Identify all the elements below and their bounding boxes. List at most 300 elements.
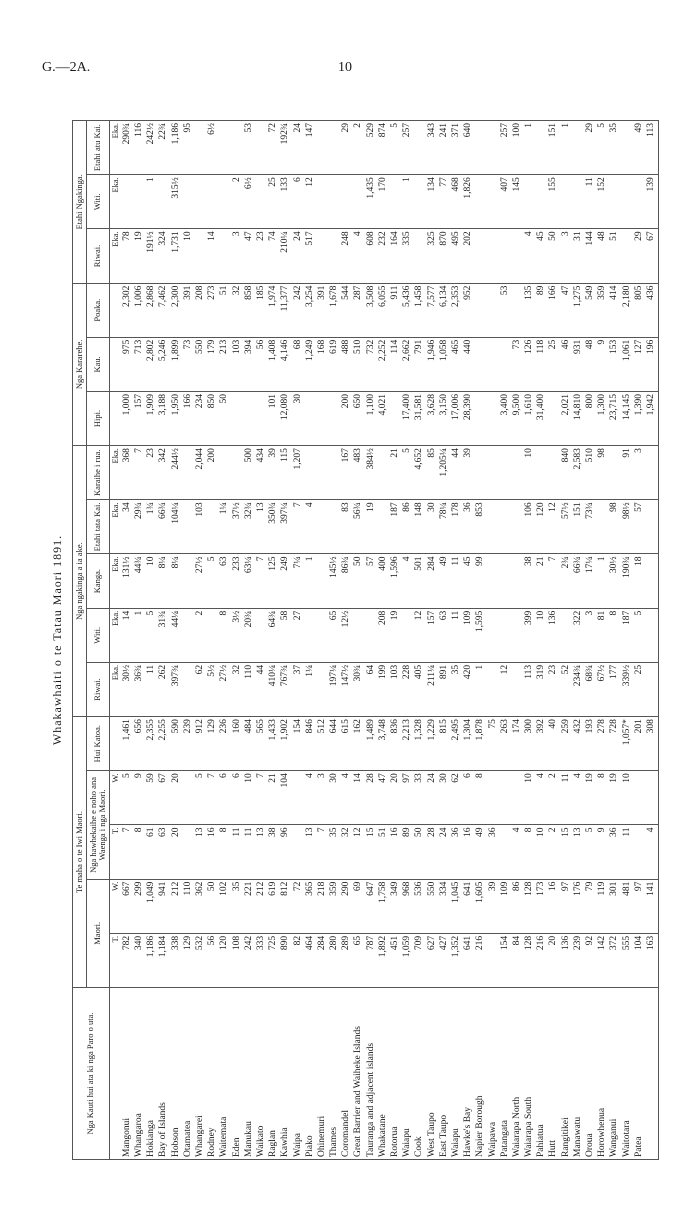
table-cell: 2,662 — [402, 337, 414, 391]
unit-cell — [109, 337, 122, 391]
table-cell: 234 — [195, 391, 207, 445]
table-cell: 13 — [256, 825, 268, 879]
table-cell: 16 — [207, 825, 219, 879]
table-cell: 656 — [134, 717, 146, 771]
table-cell — [487, 446, 499, 500]
table-cell — [366, 608, 378, 662]
table-cell: 9,500 — [512, 391, 524, 445]
table-cell: 12,080 — [280, 391, 292, 445]
district-name: Whakatane — [378, 988, 390, 1160]
table-cell: 2,495 — [451, 717, 463, 771]
table-cell: 4 — [305, 771, 317, 825]
table-cell: 97 — [561, 879, 573, 933]
table-cell — [548, 391, 560, 445]
table-cell: 14,810 — [573, 391, 585, 445]
table-cell: 30 — [292, 391, 304, 445]
table-cell: 56 — [207, 933, 219, 987]
table-cell — [609, 446, 621, 500]
table-cell — [500, 554, 512, 608]
table-cell: 1,461 — [122, 717, 134, 771]
table-cell — [646, 771, 659, 825]
table-cell: 47 — [244, 229, 256, 283]
table-cell: 9 — [134, 771, 146, 825]
table-cell: 144 — [585, 229, 597, 283]
district-name: Patangata — [500, 988, 512, 1160]
table-cell: 427 — [439, 933, 451, 987]
table-cell: 451 — [390, 933, 402, 987]
table-cell: 151 — [548, 121, 560, 175]
table-cell: 647 — [366, 879, 378, 933]
table-cell: 50 — [207, 879, 219, 933]
table-cell: 4 — [646, 825, 659, 879]
table-cell: 1,229 — [426, 717, 438, 771]
table-cell: 174 — [512, 717, 524, 771]
header-halfcaste: Nga hawhekaihe e noho ana Waenga i nga Maori. — [86, 771, 109, 879]
table-cell: 372 — [609, 933, 621, 987]
table-cell: 8 — [475, 771, 487, 825]
table-cell: 32 — [341, 825, 353, 879]
table-cell: 359 — [329, 879, 341, 933]
table-row — [426, 121, 438, 1160]
district-name: Napier Borough — [475, 988, 487, 1160]
table-cell: 28 — [426, 825, 438, 879]
table-cell: 1,006 — [134, 283, 146, 337]
table-cell: 1,596 — [390, 554, 402, 608]
table-cell: 91 — [621, 446, 633, 500]
table-cell: 7,462 — [158, 283, 170, 337]
table-cell: 338 — [171, 933, 183, 987]
table-cell: 1,950 — [171, 391, 183, 445]
table-cell: 805 — [634, 283, 646, 337]
table-cell: 109 — [463, 608, 475, 662]
table-cell — [292, 771, 304, 825]
table-cell: 16 — [463, 825, 475, 879]
unit-cell — [109, 391, 122, 445]
header-witi-2: Witi. — [86, 175, 109, 229]
table-cell: 179 — [207, 337, 219, 391]
table-cell: 397¼ — [280, 500, 292, 554]
table-cell — [512, 554, 524, 608]
table-cell: 50 — [548, 229, 560, 283]
unit-cell: Eka. — [109, 500, 122, 554]
table-cell: 249 — [280, 554, 292, 608]
table-cell: 420 — [463, 662, 475, 716]
table-cell: 38 — [524, 554, 536, 608]
table-cell: 6 — [292, 175, 304, 229]
table-cell: 12 — [305, 175, 317, 229]
table-cell: 644 — [329, 717, 341, 771]
table-cell: 24 — [292, 121, 304, 175]
table-cell: 8 — [609, 608, 621, 662]
table-cell: 1 — [146, 175, 158, 229]
table-cell: 162 — [353, 717, 365, 771]
table-cell: 259 — [561, 717, 573, 771]
table-cell: 51 — [219, 283, 231, 337]
table-cell: 11 — [146, 662, 158, 716]
table-cell: 103 — [231, 337, 243, 391]
table-cell: 208 — [195, 283, 207, 337]
table-cell: 549 — [585, 283, 597, 337]
table-cell: 160 — [231, 717, 243, 771]
table-cell: 114 — [390, 337, 402, 391]
table-cell: 25 — [548, 337, 560, 391]
table-cell — [512, 283, 524, 337]
unit-cell: T. — [109, 933, 122, 987]
table-cell: 4 — [512, 825, 524, 879]
table-cell: 10 — [183, 229, 195, 283]
table-cell: 325 — [426, 229, 438, 283]
table-cell: 126 — [524, 337, 536, 391]
table-cell — [646, 554, 659, 608]
district-name — [646, 988, 659, 1160]
table-row — [305, 121, 317, 1160]
table-cell: 177 — [609, 662, 621, 716]
table-cell: 440 — [463, 337, 475, 391]
district-name: Otamatea — [183, 988, 195, 1160]
table-cell: 31 — [573, 229, 585, 283]
table-cell: 16 — [548, 879, 560, 933]
table-cell: 6,055 — [378, 283, 390, 337]
table-cell: 136 — [548, 608, 560, 662]
table-cell — [183, 825, 195, 879]
district-name: Horowhenua — [597, 988, 609, 1160]
table-cell: 232 — [378, 229, 390, 283]
table-cell: 31,581 — [414, 391, 426, 445]
table-cell: 62 — [451, 771, 463, 825]
table-cell: 339½ — [621, 662, 633, 716]
table-cell: 191½ — [146, 229, 158, 283]
table-cell: 9 — [597, 825, 609, 879]
table-cell: 11 — [451, 554, 463, 608]
table-cell: 19 — [366, 500, 378, 554]
district-name: Kawhia — [280, 988, 292, 1160]
table-cell: 208 — [378, 608, 390, 662]
table-cell — [207, 500, 219, 554]
district-name: Whangaroa — [134, 988, 146, 1160]
table-cell — [219, 446, 231, 500]
table-cell: 20 — [171, 771, 183, 825]
district-name: Hawke's Bay — [463, 988, 475, 1160]
table-row — [158, 121, 170, 1160]
header-group-cultivation: Nga ngakinga a ia ake. — [73, 446, 87, 717]
table-cell: 17¼ — [585, 554, 597, 608]
table-cell: 49 — [439, 554, 451, 608]
table-cell: 1,058 — [439, 337, 451, 391]
table-cell — [512, 229, 524, 283]
table-cell: 115 — [280, 446, 292, 500]
table-cell: 299 — [134, 879, 146, 933]
table-cell: 3 — [585, 608, 597, 662]
table-cell: 12 — [548, 500, 560, 554]
district-name: Cook — [414, 988, 426, 1160]
table-cell: 1,731 — [171, 229, 183, 283]
district-name: Tauranga and adjacent islands — [366, 988, 378, 1160]
table-cell: 221 — [244, 879, 256, 933]
district-name: Manawatu — [573, 988, 585, 1160]
table-cell: 968 — [402, 879, 414, 933]
table-cell — [487, 283, 499, 337]
table-row — [621, 121, 633, 1160]
table-cell: 8 — [219, 825, 231, 879]
table-row — [512, 121, 524, 1160]
table-cell — [158, 175, 170, 229]
table-cell: 19 — [390, 608, 402, 662]
table-cell: 8 — [597, 771, 609, 825]
table-cell: 128 — [524, 933, 536, 987]
table-cell: 67½ — [597, 662, 609, 716]
table-row — [292, 121, 304, 1160]
table-cell — [183, 500, 195, 554]
table-cell: 63¼ — [244, 554, 256, 608]
table-cell — [341, 175, 353, 229]
district-name: Oroua — [585, 988, 597, 1160]
table-row — [475, 121, 487, 1160]
unit-cell: T. — [109, 825, 122, 879]
table-cell — [475, 283, 487, 337]
table-row — [195, 121, 207, 1160]
district-name: Hobson — [171, 988, 183, 1160]
table-cell: 1¼ — [305, 662, 317, 716]
table-cell — [512, 446, 524, 500]
district-name: Waiapu — [451, 988, 463, 1160]
district-name: Waipa — [292, 988, 304, 1160]
header-riwai: Riwai. — [86, 662, 109, 716]
table-cell: 394 — [244, 337, 256, 391]
table-cell: 410¼ — [268, 662, 280, 716]
table-cell: 7¼ — [292, 554, 304, 608]
table-cell: 1,205¼ — [439, 446, 451, 500]
table-cell: 72 — [292, 879, 304, 933]
table-cell: 315½ — [171, 175, 183, 229]
table-cell: 113 — [646, 121, 659, 175]
table-row — [487, 121, 499, 1160]
table-cell: 13 — [305, 825, 317, 879]
table-cell: 362 — [195, 879, 207, 933]
table-cell: 51 — [609, 229, 621, 283]
table-cell: 290 — [341, 879, 353, 933]
page-number: 10 — [338, 60, 352, 75]
table-row — [231, 121, 243, 1160]
table-cell: 501 — [414, 554, 426, 608]
table-cell — [621, 175, 633, 229]
table-cell: 63 — [158, 825, 170, 879]
table-cell: 31,400 — [536, 391, 548, 445]
table-cell: 164 — [390, 229, 402, 283]
table-cell: 1,899 — [171, 337, 183, 391]
table-cell: 53 — [244, 121, 256, 175]
table-cell: 800 — [585, 391, 597, 445]
table-cell: 18 — [634, 554, 646, 608]
table-cell — [183, 175, 195, 229]
table-cell: 931 — [573, 337, 585, 391]
table-cell: 57 — [366, 554, 378, 608]
table-cell: 391 — [317, 283, 329, 337]
table-cell: 31¾ — [158, 608, 170, 662]
table-cell: 619 — [268, 879, 280, 933]
district-name: Piako — [305, 988, 317, 1160]
table-cell: 975 — [122, 337, 134, 391]
table-cell: 414 — [609, 283, 621, 337]
header-group-livestock: Nga Kararehe. — [73, 283, 87, 446]
table-cell: 257 — [402, 121, 414, 175]
table-cell: 51 — [378, 825, 390, 879]
table-cell: 11 — [244, 825, 256, 879]
table-cell: 63 — [219, 554, 231, 608]
table-cell: 263 — [500, 717, 512, 771]
table-cell: 32 — [231, 283, 243, 337]
header-witi: Witi. — [86, 608, 109, 662]
table-cell — [329, 121, 341, 175]
table-cell: 7 — [317, 825, 329, 879]
table-cell: 39 — [268, 446, 280, 500]
table-cell: 157 — [134, 391, 146, 445]
table-cell — [621, 229, 633, 283]
table-cell: 145½ — [329, 554, 341, 608]
table-cell: 2,213 — [402, 717, 414, 771]
table-cell: 3 — [317, 771, 329, 825]
table-cell: 335 — [402, 229, 414, 283]
table-cell: 34 — [122, 500, 134, 554]
table-cell: 56 — [256, 337, 268, 391]
table-cell: 86 — [402, 500, 414, 554]
table-cell: 25 — [634, 662, 646, 716]
table-cell: 641 — [463, 933, 475, 987]
table-cell: 1,610 — [524, 391, 536, 445]
table-cell: 57½ — [561, 500, 573, 554]
table-cell: 5 — [207, 554, 219, 608]
table-row — [634, 121, 646, 1160]
header-hipi: Hipi. — [86, 391, 109, 445]
table-cell: 1,878 — [475, 717, 487, 771]
table-cell: 5,246 — [158, 337, 170, 391]
table-cell: 5 — [122, 771, 134, 825]
table-cell — [305, 608, 317, 662]
unit-cell: W. — [109, 771, 122, 825]
table-cell: 350¾ — [268, 500, 280, 554]
unit-cell: W. — [109, 879, 122, 933]
table-cell: 619 — [329, 337, 341, 391]
table-cell: 3,400 — [500, 391, 512, 445]
district-name: Waiarapa South — [524, 988, 536, 1160]
table-cell: 2¾ — [561, 554, 573, 608]
table-cell — [231, 446, 243, 500]
table-cell — [475, 229, 487, 283]
table-cell: 45 — [463, 554, 475, 608]
table-cell: 129 — [183, 933, 195, 987]
table-row — [353, 121, 365, 1160]
table-cell: 213 — [219, 337, 231, 391]
table-cell: 2 — [548, 771, 560, 825]
table-cell: 2,300 — [171, 283, 183, 337]
table-cell: 544 — [341, 283, 353, 337]
district-name: Wanganui — [609, 988, 621, 1160]
table-cell: 368 — [122, 446, 134, 500]
table-cell: 7 — [134, 446, 146, 500]
table-cell: 284 — [317, 933, 329, 987]
table-cell: 10 — [146, 554, 158, 608]
table-cell: 1,678 — [329, 283, 341, 337]
table-cell: 1,826 — [463, 175, 475, 229]
table-cell — [183, 554, 195, 608]
table-cell: 104 — [634, 933, 646, 987]
table-cell: 1,249 — [305, 337, 317, 391]
table-cell: 392 — [536, 717, 548, 771]
table-row — [183, 121, 195, 1160]
table-cell: 1,186 — [146, 933, 158, 987]
table-cell — [329, 391, 341, 445]
table-cell: 7 — [292, 500, 304, 554]
table-cell: 44¾ — [134, 554, 146, 608]
table-cell: 8 — [219, 608, 231, 662]
header-kau: Kau. — [86, 337, 109, 391]
district-name: East Taupo — [439, 988, 451, 1160]
table-cell: 46 — [561, 337, 573, 391]
table-cell — [317, 391, 329, 445]
table-cell — [256, 175, 268, 229]
table-cell: 163 — [646, 933, 659, 987]
table-cell: 173 — [536, 879, 548, 933]
table-cell: 155 — [548, 175, 560, 229]
table-cell: 28,390 — [463, 391, 475, 445]
table-cell: 176 — [573, 879, 585, 933]
table-cell: 145 — [512, 175, 524, 229]
table-row — [536, 121, 548, 1160]
table-cell: 7 — [256, 771, 268, 825]
header-riwai-2: Riwai. — [86, 229, 109, 283]
table-cell: 300 — [524, 717, 536, 771]
table-cell: 52 — [561, 662, 573, 716]
table-cell: 193 — [585, 717, 597, 771]
table-cell: 81 — [597, 608, 609, 662]
header-poaka: Poaka. — [86, 283, 109, 337]
table-cell: 103 — [390, 662, 402, 716]
table-cell: 287 — [353, 283, 365, 337]
table-cell: 50 — [414, 825, 426, 879]
table-cell: 75 — [487, 717, 499, 771]
table-cell: 1,605 — [475, 879, 487, 933]
table-cell: 25 — [268, 175, 280, 229]
table-cell — [402, 608, 414, 662]
table-cell: 21 — [268, 771, 280, 825]
table-cell: 228 — [402, 662, 414, 716]
table-cell — [256, 391, 268, 445]
table-cell — [487, 229, 499, 283]
table-cell: 35 — [451, 662, 463, 716]
table-cell: 44 — [256, 662, 268, 716]
table-cell: 92 — [585, 933, 597, 987]
table-cell: 49 — [634, 121, 646, 175]
table-cell: 125 — [268, 554, 280, 608]
table-cell: 641 — [463, 879, 475, 933]
table-cell: 7 — [256, 554, 268, 608]
table-cell: 56¾ — [353, 500, 365, 554]
table-cell — [646, 608, 659, 662]
table-cell: 30½ — [609, 554, 621, 608]
table-cell: 517 — [305, 229, 317, 283]
table-cell: 86 — [512, 879, 524, 933]
table-cell: 24 — [426, 771, 438, 825]
table-cell: 30 — [426, 500, 438, 554]
table-cell: 36 — [609, 825, 621, 879]
table-cell: 241 — [439, 121, 451, 175]
table-cell: 20 — [171, 825, 183, 879]
table-cell: 23 — [146, 446, 158, 500]
header-etahi-atu-kai: Etahi atu Kai. — [86, 121, 109, 175]
table-cell: 13 — [195, 825, 207, 879]
district-name: Thames — [329, 988, 341, 1160]
district-name: Waiapu — [402, 988, 414, 1160]
district-name: Waikato — [256, 988, 268, 1160]
